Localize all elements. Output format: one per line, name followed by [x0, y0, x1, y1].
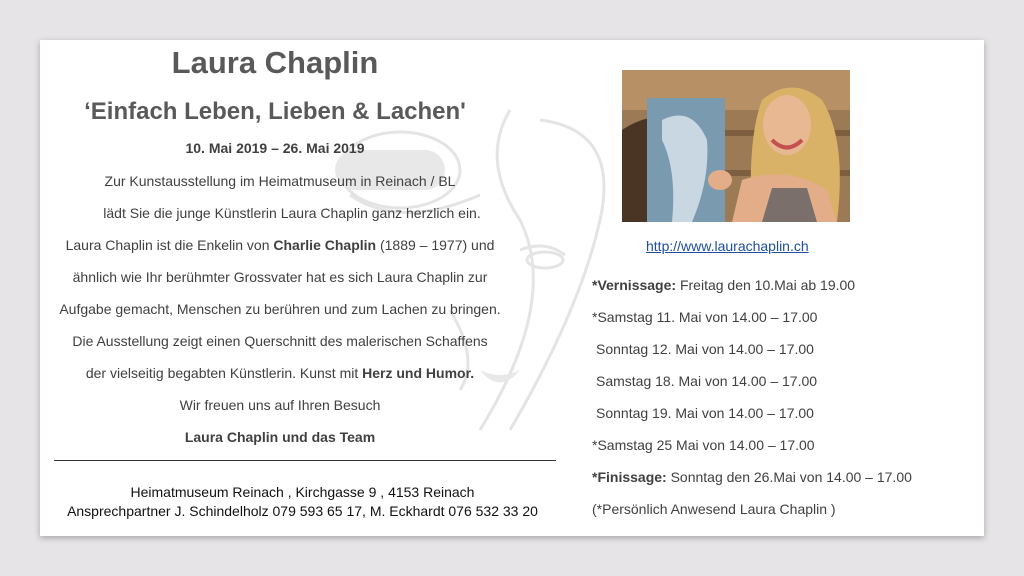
body-line-4: ähnlich wie Ihr berühmter Grossvater hat es sich Laura Chaplin zur: [72, 269, 488, 285]
page-title: Laura Chaplin: [171, 45, 379, 80]
body-line-7-text-a: der vielseitig begabten Künstlerin. Kunst mit: [85, 365, 363, 381]
herz-humor-text: Herz und Humor.: [362, 365, 475, 381]
presence-note: (*Persönlich Anwesend Laura Chaplin ): [592, 501, 836, 517]
divider-line: [54, 460, 556, 461]
body-line-3-text-c: (1889 – 1977) und: [376, 237, 495, 253]
body-line-1: Zur Kunstausstellung im Heimatmuseum in Reinach / BL: [104, 173, 456, 189]
event-date-4: Sonntag 19. Mai von 14.00 – 17.00: [596, 405, 814, 421]
flyer-slide: [40, 40, 984, 536]
invitation-line: Wir freuen uns auf Ihren Besuch: [179, 397, 381, 413]
body-line-7: [40, 365, 520, 381]
charlie-chaplin-name: Charlie Chaplin: [273, 237, 377, 253]
chaplin-watermark-illustration: [330, 100, 630, 480]
body-line-2: lädt Sie die junge Künstlerin Laura Chaplin ganz herzlich ein.: [103, 205, 481, 221]
artist-photo: [622, 70, 850, 222]
event-date-1: *Samstag 11. Mai von 14.00 – 17.00: [592, 309, 818, 325]
body-line-6: Die Ausstellung zeigt einen Querschnitt des malerischen Schaffens: [72, 333, 488, 349]
event-date-3: Samstag 18. Mai von 14.00 – 17.00: [596, 373, 818, 389]
contact-persons: Ansprechpartner J. Schindelholz 079 593 65 17, M. Eckhardt 076 532 33 20: [67, 503, 538, 519]
exhibition-dates: 10. Mai 2019 – 26. Mai 2019: [185, 140, 365, 156]
body-line-5: Aufgabe gemacht, Menschen zu berühren und zum Lachen zu bringen.: [59, 301, 501, 317]
finissage-line: [592, 469, 912, 485]
vernissage-line: [592, 277, 855, 293]
vernissage-label: *Vernissage:: [592, 277, 677, 293]
vernissage-text: Freitag den 10.Mai ab 19.00: [676, 277, 856, 293]
event-date-2: Sonntag 12. Mai von 14.00 – 17.00: [596, 341, 814, 357]
event-date-5: *Samstag 25 Mai von 14.00 – 17.00: [592, 437, 815, 453]
finissage-text: Sonntag den 26.Mai von 14.00 – 17.00: [666, 469, 912, 485]
website-link[interactable]: http://www.laurachaplin.ch: [646, 238, 809, 254]
museum-address: Heimatmuseum Reinach , Kirchgasse 9 , 4153 Reinach: [130, 484, 475, 500]
finissage-label: *Finissage:: [592, 469, 667, 485]
body-line-3-text-a: Laura Chaplin ist die Enkelin von: [65, 237, 274, 253]
exhibition-subtitle: ‘Einfach Leben, Lieben & Lachen': [84, 98, 466, 125]
signature-line: Laura Chaplin und das Team: [184, 429, 376, 445]
body-line-3: [40, 237, 520, 253]
artist-photo-illustration: [622, 70, 850, 222]
